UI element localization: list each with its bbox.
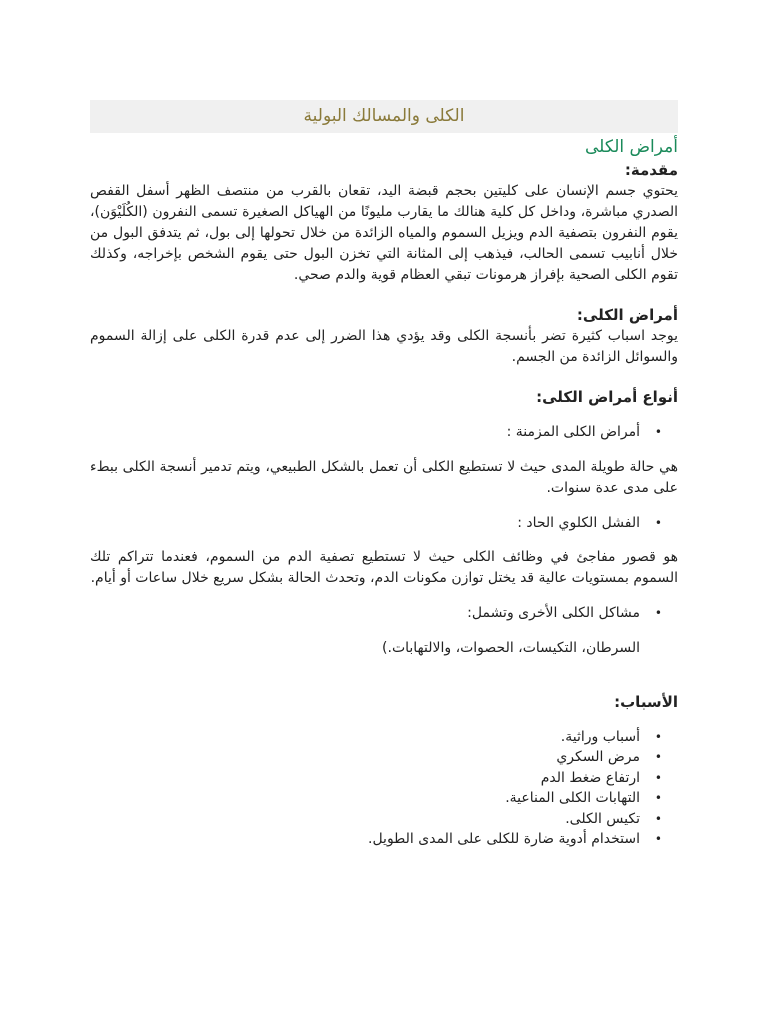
intro-heading: مقدمة: — [624, 161, 678, 179]
type-item-acute: • الفشل الكلوي الحاد : — [90, 513, 640, 534]
types-heading: أنواع أمراض الكلى: — [536, 388, 678, 406]
causes-heading: الأسباب: — [614, 692, 678, 711]
cause-item: • استخدام أدوية ضارة للكلى على المدى الطويل. — [90, 829, 640, 850]
document-title: الكلى والمسالك البولية — [90, 100, 678, 133]
type-other-description: السرطان، التكيسات، الحصوات، والالتهابات.) — [382, 639, 640, 656]
cause-item: • تكيس الكلى. — [90, 809, 640, 830]
type-item-chronic: • أمراض الكلى المزمنة : — [90, 422, 640, 443]
cause-item: • التهابات الكلى المناعية. — [90, 788, 640, 809]
intro-paragraph: يحتوي جسم الإنسان على كليتين بحجم قبضة اليد، تقعان بالقرب من منتصف الظهر أسفل القفص الصدري مباشرة، وداخل كل كلية هنالك ما يقارب مليونًا من الهياكل الصغيرة تسمى النفرون (الكُلَيْوَن)، يقوم النفرون بتصفية الدم ويزيل السموم والمياه الزائدة من خلال تحولها إلى بول، ثم يتدفق البول من خلال أنابيب تسمى الحالب، فيذهب إلى المثانة التي تخزن البول حتى يقوم الشخص بإخراجه، وكذلك تقوم الكلى الصحية بإفراز هرمونات تبقي العظام قوية والدم صحي. — [90, 183, 678, 283]
cause-item: • مرض السكري — [90, 747, 640, 768]
diseases-paragraph: يوجد اسباب كثيرة تضر بأنسجة الكلى وقد يؤدي هذا الضرر إلى عدم قدرة الكلى على إزالة السموم والسوائل الزائدة من الجسم. — [90, 328, 678, 365]
cause-item: • ارتفاع ضغط الدم — [90, 768, 640, 789]
type-list-3 — [90, 603, 678, 624]
type-item-other: • مشاكل الكلى الأخرى وتشمل: — [90, 603, 640, 624]
diseases-heading: أمراض الكلى: — [576, 306, 678, 324]
cause-item: • أسباب وراثية. — [90, 727, 640, 748]
type-list-2 — [90, 513, 678, 534]
type-chronic-description: هي حالة طويلة المدى حيث لا تستطيع الكلى أن تعمل بالشكل الطبيعي، ويتم تدمير أنسجة الكلى ببطء على مدى عدة سنوات. — [90, 458, 678, 496]
document-page — [90, 100, 678, 850]
type-list-1 — [90, 422, 678, 443]
type-acute-description: هو قصور مفاجئ في وظائف الكلى حيث لا تستطيع تصفية الدم من السموم، فعندما تتراكم تلك السموم بمستويات عالية قد يختل توازن مكونات الدم، وتحدث الحالة بشكل سريع خلال ساعات أو أيام. — [90, 549, 678, 586]
causes-list — [90, 727, 678, 850]
section-title: أمراض الكلى — [585, 137, 678, 157]
